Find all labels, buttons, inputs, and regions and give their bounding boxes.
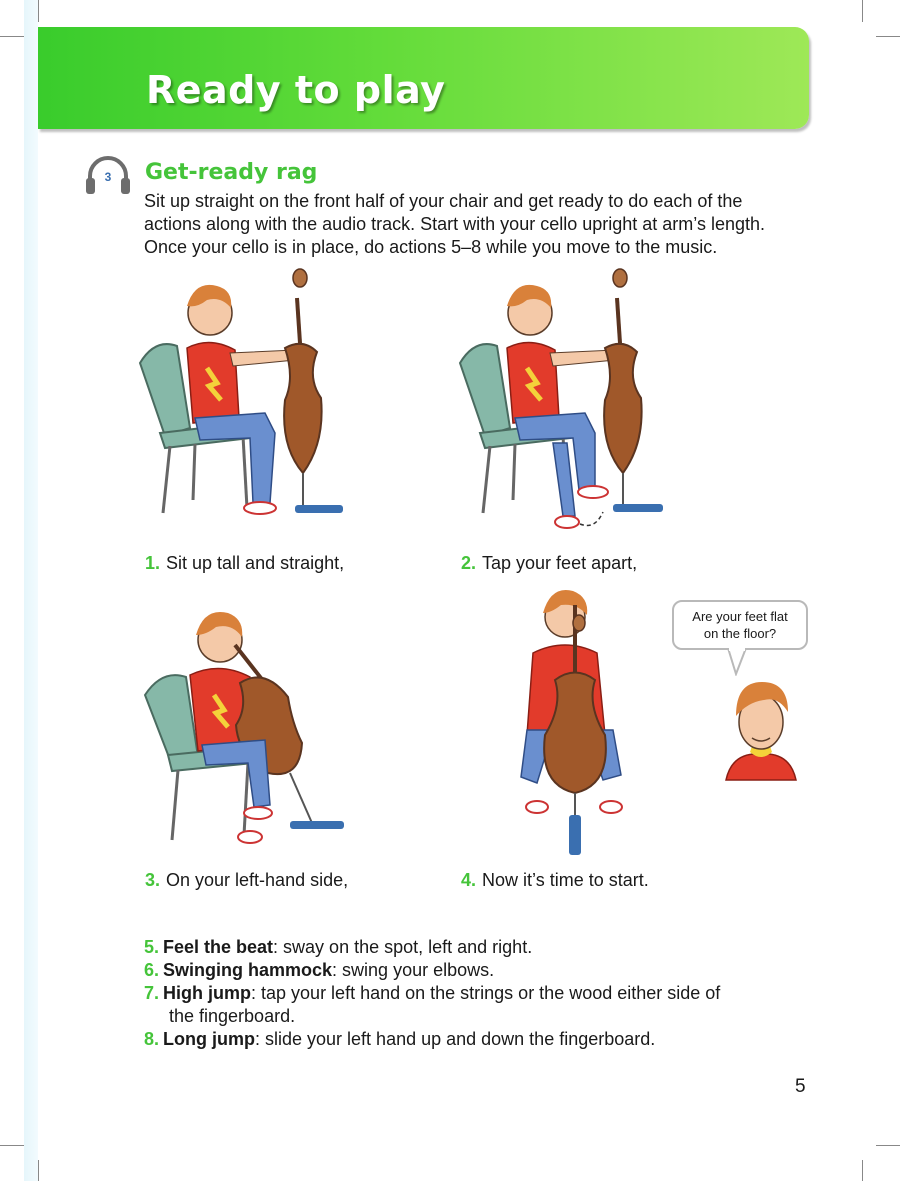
intro-paragraph: [144, 190, 824, 259]
step-text: Now it’s time to start.: [482, 870, 649, 890]
step-number: 3.: [145, 870, 161, 890]
page-title: Ready to play: [146, 68, 446, 112]
action-title: Feel the beat: [163, 937, 274, 957]
intro-line: actions along with the audio track. Start with your cello upright at arm’s length.: [144, 214, 765, 234]
step-item: [145, 869, 348, 892]
action-text: : sway on the spot, left and right.: [273, 937, 533, 957]
step-item: [461, 552, 637, 575]
crop-mark: [862, 1160, 863, 1181]
crop-mark: [0, 36, 24, 37]
illustration-time-to-start: [515, 585, 640, 860]
step-text: On your left-hand side,: [166, 870, 349, 890]
action-number: 5.: [144, 937, 160, 957]
crop-mark: [876, 1145, 900, 1146]
bubble-text-line: on the floor?: [703, 626, 777, 641]
crop-mark: [876, 36, 900, 37]
illustration-left-hand-side: [140, 605, 350, 855]
action-text: : tap your left hand on the strings or the wood either side of: [251, 983, 721, 1003]
action-title: Long jump: [163, 1029, 255, 1049]
audio-track-number: 3: [104, 170, 112, 184]
action-text: : slide your left hand up and down the fingerboard.: [255, 1029, 656, 1049]
action-title: High jump: [163, 983, 252, 1003]
step-text: Sit up tall and straight,: [166, 553, 345, 573]
action-number: 6.: [144, 960, 160, 980]
step-item: [145, 552, 344, 575]
illustration-tap-feet-apart: [455, 268, 670, 538]
action-text: : swing your elbows.: [332, 960, 495, 980]
page-edge-strip: [24, 0, 38, 1181]
action-item: [144, 982, 844, 1005]
action-item: [144, 936, 844, 959]
section-title: Get-ready rag: [145, 160, 318, 185]
crop-mark: [38, 1160, 39, 1181]
step-item: [461, 869, 649, 892]
action-title: Swinging hammock: [163, 960, 333, 980]
action-continuation: the fingerboard.: [169, 1006, 296, 1026]
action-number: 7.: [144, 983, 160, 1003]
step-number: 4.: [461, 870, 477, 890]
crop-mark: [0, 1145, 24, 1146]
action-number: 8.: [144, 1029, 160, 1049]
bubble-text-line: Are your feet flat: [692, 609, 788, 624]
illustration-sit-up-straight: [135, 268, 350, 523]
page-number: 5: [795, 1076, 806, 1097]
intro-line: Once your cello is in place, do actions 5–8 while you move to the music.: [144, 237, 718, 257]
action-item: [144, 959, 844, 982]
boy-portrait-illustration: [722, 672, 800, 782]
intro-line: Sit up straight on the front half of your chair and get ready to do each of the: [144, 191, 743, 211]
actions-list: [144, 936, 844, 1051]
crop-mark: [38, 0, 39, 22]
action-item: [144, 1028, 844, 1051]
step-text: Tap your feet apart,: [482, 553, 638, 573]
crop-mark: [862, 0, 863, 22]
speech-bubble: [672, 600, 808, 650]
step-number: 1.: [145, 553, 161, 573]
step-number: 2.: [461, 553, 477, 573]
